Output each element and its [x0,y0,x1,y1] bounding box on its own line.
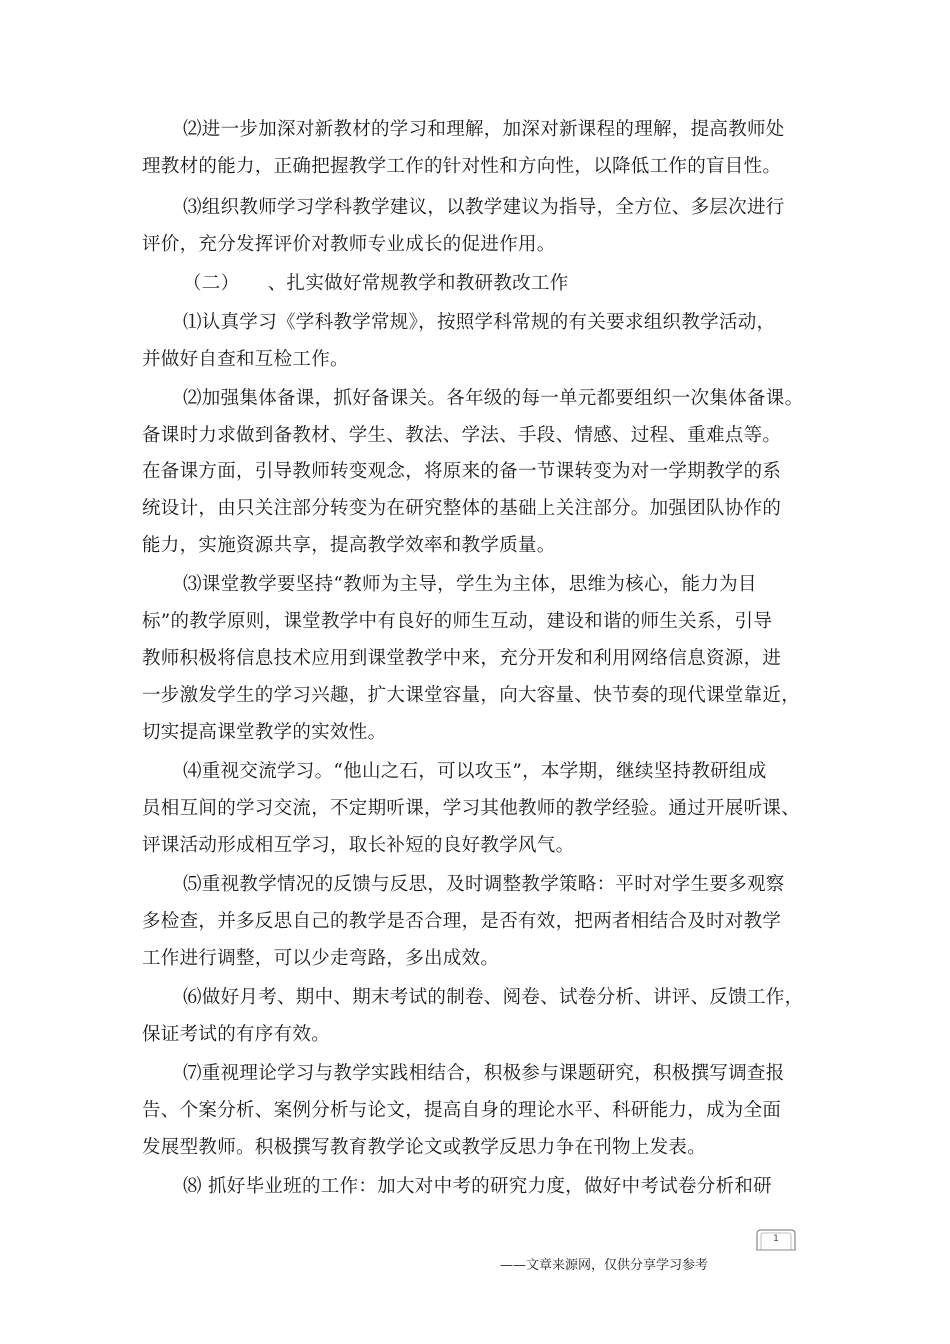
paragraph-line: 保证考试的有序有效。 [142,1024,331,1045]
paragraph-line: ⑸重视教学情况的反馈与反思，及时调整教学策略：平时对学生要多观察 [183,874,785,895]
paragraph-line: ⑹做好月考、期中、期末考试的制卷、阅卷、试卷分析、讲评、反馈工作， [183,987,804,1008]
paragraph-line: ⑺重视理论学习与教学实践相结合，积极参与课题研究，积极撰写调查报 [183,1063,785,1084]
paragraph-line: 一步激发学生的学习兴趣，扩大课堂容量，向大容量、快节奏的现代课堂靠近， [142,685,801,706]
paragraph-line: ⑷重视交流学习。“他山之石，可以攻玉”，本学期，继续坚持教研组成 [183,761,767,782]
section-heading: （二） 、扎实做好常规教学和教研教改工作 [183,273,569,294]
page-number: 1 [773,1234,779,1244]
footer-note: ——文章来源网，仅供分享学习参考 [500,1258,709,1273]
paragraph-line: 评价，充分发挥评价对教师专业成长的促进作用。 [142,234,556,255]
paragraph-line: 评课活动形成相互学习，取长补短的良好教学风气。 [142,835,575,856]
paragraph-line: 备课时力求做到备教材、学生、教法、学法、手段、情感、过程、重难点等。 [142,425,782,446]
page-number-badge [755,1228,797,1252]
paragraph-line: 统设计，由只关注部分转变为在研究整体的基础上关注部分。加强团队协作的 [142,498,782,519]
paragraph-line: ⑴认真学习《学科教学常规》，按照学科常规的有关要求组织教学活动， [183,312,776,333]
paragraph-line: 工作进行调整，可以少走弯路，多出成效。 [142,948,500,969]
paragraph-line: 理教材的能力，正确把握教学工作的针对性和方向性，以降低工作的盲目性。 [142,156,782,177]
paragraph-line: 在备课方面，引导教师转变观念，将原来的备一节课转变为对一学期教学的系 [142,461,782,482]
paragraph-line: 标”的教学原则，课堂教学中有良好的师生互动，建设和谐的师生关系，引导 [142,611,773,632]
paragraph-line: ⑶课堂教学要坚持“教师为主导，学生为主体，思维为核心，能力为目 [183,574,757,595]
paragraph-line: ⑻ 抓好毕业班的工作：加大对中考的研究力度，做好中考试卷分析和研 [183,1176,772,1197]
paragraph-line: 并做好自查和互检工作。 [142,349,349,370]
paragraph-line: ⑵进一步加深对新教材的学习和理解，加深对新课程的理解，提高教师处 [183,119,785,140]
paragraph-line: 多检查，并多反思自己的教学是否合理，是否有效，把两者相结合及时对教学 [142,911,782,932]
paragraph-line: 告、个案分析、案例分析与论文，提高自身的理论水平、科研能力，成为全面 [142,1100,782,1121]
paragraph-line: 教师积极将信息技术应用到课堂教学中来，充分开发和利用网络信息资源，进 [142,648,782,669]
paragraph-line: 能力，实施资源共享，提高教学效率和教学质量。 [142,535,556,556]
paragraph-line: 员相互间的学习交流，不定期听课，学习其他教师的教学经验。通过开展听课、 [142,798,801,819]
paragraph-line: 发展型教师。积极撰写教育教学论文或教学反思力争在刊物上发表。 [142,1137,707,1158]
paragraph-line: ⑵加强集体备课，抓好备课关。各年级的每一单元都要组织一次集体备课。 [183,388,804,409]
paragraph-line: 切实提高课堂教学的实效性。 [142,722,387,743]
paragraph-line: ⑶组织教师学习学科教学建议，以教学建议为指导，全方位、多层次进行 [183,197,785,218]
